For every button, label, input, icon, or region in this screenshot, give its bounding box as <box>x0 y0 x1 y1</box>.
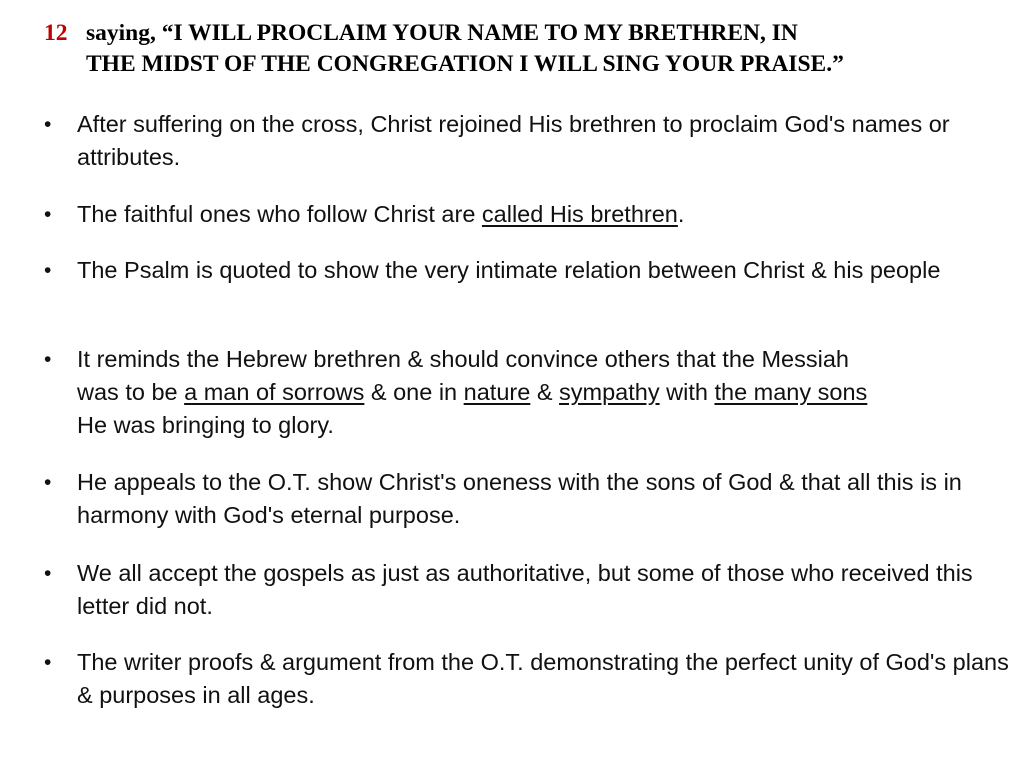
verse-text-line-2: THE MIDST OF THE CONGREGATION I WILL SING YOUR PRAISE.” <box>86 51 844 77</box>
bullet-item-1 <box>44 108 1009 174</box>
underlined-phrase: a man of sorrows <box>184 379 365 405</box>
verse-line-1 <box>44 18 1004 49</box>
underlined-phrase: sympathy <box>559 379 660 405</box>
bullet-text: The faithful ones who follow Christ are <box>77 201 482 227</box>
text-segment: & one in <box>364 379 464 405</box>
bullet-text: He appeals to the O.T. show Christ's oneness with the sons of God & that all this is in harmony with God's eternal purpose. <box>77 469 962 528</box>
text-segment: with <box>659 379 715 405</box>
verse-number: 12 <box>44 20 68 46</box>
bullet-marker: • <box>44 471 52 494</box>
verse-line-2 <box>44 49 1004 80</box>
text-segment: was to be <box>77 379 185 405</box>
text-segment: & <box>530 379 560 405</box>
bullet-text: The Psalm is quoted to show the very intimate relation between Christ & his people <box>77 257 941 283</box>
bullet-text-line-2 <box>77 376 1009 409</box>
bullet-marker: • <box>44 113 52 136</box>
bullet-item-6 <box>44 557 1009 623</box>
bullet-item-2 <box>44 198 1009 231</box>
bullet-text: After suffering on the cross, Christ rejoined His brethren to proclaim God's names or attributes. <box>77 111 950 170</box>
bullet-marker: • <box>44 348 52 371</box>
verse-text-line-1: saying, “I WILL PROCLAIM YOUR NAME TO MY BRETHREN, IN <box>86 20 798 46</box>
underlined-phrase: the many sons <box>714 379 868 405</box>
bullet-marker: • <box>44 562 52 585</box>
bullet-item-7 <box>44 646 1009 712</box>
verse-heading <box>44 18 1004 80</box>
bullet-text-end: . <box>677 201 685 227</box>
bullet-item-3 <box>44 254 1009 287</box>
bullet-text-line-1: It reminds the Hebrew brethren & should convince others that the Messiah <box>77 346 849 372</box>
bullet-marker: • <box>44 203 52 226</box>
bullet-marker: • <box>44 259 52 282</box>
bullet-text: The writer proofs & argument from the O.T. demonstrating the perfect unity of God's plans & purposes in all ages. <box>77 649 1009 708</box>
bullet-item-4 <box>44 343 1009 442</box>
underlined-phrase: called His brethren <box>481 201 678 227</box>
bullet-item-5 <box>44 466 1009 532</box>
bullet-text-line-3: He was bringing to glory. <box>77 412 334 438</box>
bullet-text: We all accept the gospels as just as authoritative, but some of those who received this letter did not. <box>77 560 973 619</box>
bullet-marker: • <box>44 651 52 674</box>
underlined-phrase: nature <box>463 379 531 405</box>
